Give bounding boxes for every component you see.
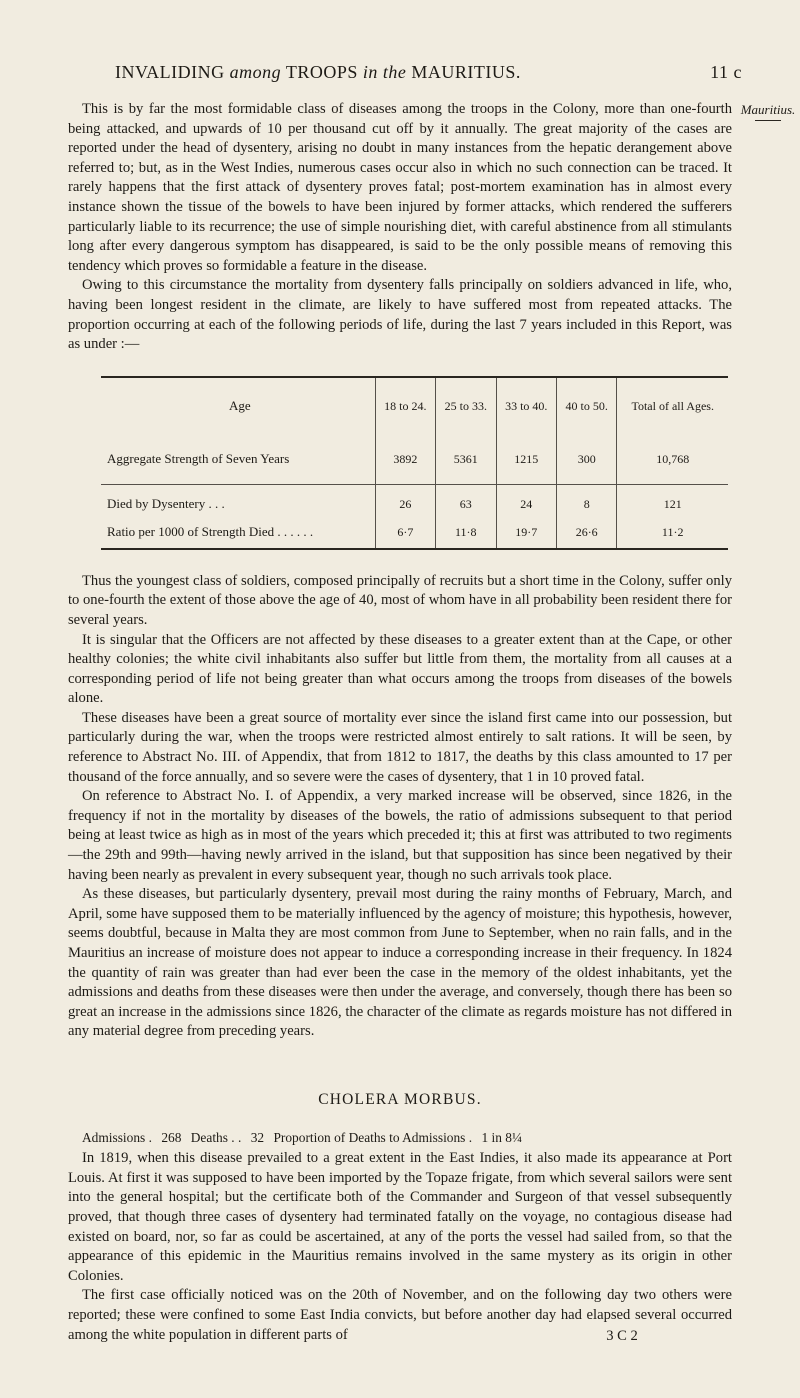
deaths-label: Deaths . . bbox=[190, 1129, 242, 1145]
table-row-died bbox=[101, 484, 728, 516]
table-cell: 121 bbox=[617, 484, 728, 516]
age-label: Age bbox=[228, 397, 251, 413]
paragraph: On reference to Abstract No. I. of Appendix, a very marked increase will be observed, since 1826, in the frequency if not in the mortality by diseases of the bowels, the ratio of admissions subsequent to that period being at least twice as high as in most of the years which preceded it; this at first was attributed to two regiments—the 29th and 99th—having newly arrived in the island, but that supposition has since been negatived by their having been nearly as prevalent in every subsequent year, though no such arrivals took place. bbox=[68, 788, 732, 883]
table-row-age bbox=[101, 377, 728, 434]
table-cell: 10,768 bbox=[617, 434, 728, 485]
paragraph: Owing to this circumstance the mortality from dysentery falls principally on soldiers advanced in life, who, having been longest resident in the climate, are likely to have suffered most from repeated attacks. The proportion occurring at each of the following periods of life, during the last 7 years included in this Report, was as under :— bbox=[68, 277, 732, 353]
column-header: 18 to 24. bbox=[375, 377, 435, 434]
row-label: Died by Dysentery . . . bbox=[107, 495, 225, 511]
paragraph: This is by far the most formidable class of diseases among the troops in the Colony, more than one-fourth being attacked, and upwards of 10 per thousand cut off by it annually. The great majority of the cases are reported under the head of dysentery, arising no doubt in many instances from the hepatic derangement above referred to; but, as in the West Indies, numerous cases occur also in which no such connection can be traced. It rarely happens that the first attack of dysentery proves fatal; post-mortem examination has in almost every instance shown the tissue of the bowels to have been injured by former attacks, which rendered the sufferers particularly liable to its recurrence; the use of simple nourishing diet, with careful abstinence from all stimulants long after every dangerous symptom has disappeared, is said to be the only possible means of removing this tendency which proves so formidable a feature in the disease. bbox=[68, 101, 732, 274]
deaths-value: 32 bbox=[250, 1129, 265, 1145]
row-label: Ratio per 1000 of Strength Died . . . . . . bbox=[107, 523, 314, 539]
paragraph: As these diseases, but particularly dysentery, prevail most during the rainy months of February, March, and April, some have supposed them to be materially influenced by the agency of moisture; this hypothesis, however, seems doubtful, because in Malta they are most common from June to September, when no rain falls, and in the Mauritius an increase of moisture does not appear to induce a corresponding increase in their frequency. In 1824 the quantity of rain was greater than had ever been the case in the memory of the oldest inhabitants, yet the admissions and deaths from these diseases were then under the average, and conversely, though there has been so great an increase in the admissions since 1826, the character of the climate as regards moisture has not differed in any material degree from preceding years. bbox=[68, 886, 732, 1040]
paragraph: It is singular that the Officers are not affected by these diseases to a greater extent than at the Cape, or other healthy colonies; the white civil inhabitants also suffer but little from them, the mortality from all causes at a corresponding period of life not being greater than what occurs among the troops from diseases of the bowels alone. bbox=[68, 631, 732, 707]
paragraph: These diseases have been a great source of mortality ever since the island first came into our possession, but particularly during the war, when the troops were restricted almost entirely to salt rations. It will be seen, by reference to Abstract No. III. of Appendix, that from 1812 to 1817, the deaths by this class amounted to 17 per thousand of the force annually, and so severe were the cases of dysentery, that 1 in 10 proved fatal. bbox=[68, 709, 732, 785]
signature-mark: 3 C 2 bbox=[606, 1328, 638, 1344]
column-header: 33 to 40. bbox=[496, 377, 556, 434]
paragraph: Thus the youngest class of soldiers, composed principally of recruits but a short time in the Colony, suffer only to one-fourth the extent of those above the age of 40, most of whom have in all probability been resident there for several years. bbox=[68, 572, 732, 628]
table-cell: 8 bbox=[556, 484, 616, 516]
table-cell: 3892 bbox=[375, 434, 435, 485]
admissions-label: Admissions . bbox=[82, 1129, 152, 1145]
proportion-label: Proportion of Deaths to Admissions . bbox=[273, 1129, 473, 1145]
column-header: 40 to 50. bbox=[556, 377, 616, 434]
section-heading: CHOLERA MORBUS. bbox=[318, 1090, 482, 1108]
column-header: 25 to 33. bbox=[436, 377, 496, 434]
paragraph: The first case officially noticed was on the 20th of November, and on the following day two others were reported; these were confined to some East India convicts, but before another day had elapsed several occurred among the white population in different parts of bbox=[68, 1287, 732, 1343]
table-row-ratio bbox=[101, 516, 728, 549]
table-cell: 63 bbox=[436, 484, 496, 516]
margin-rule bbox=[755, 120, 781, 121]
margin-note bbox=[738, 102, 798, 121]
row-label: Aggregate Strength of Seven Years bbox=[101, 434, 375, 485]
header-title: INVALIDING among TROOPS in the MAURITIUS. bbox=[115, 62, 521, 82]
table-cell: 6·7 bbox=[375, 516, 435, 549]
paragraph: In 1819, when this disease prevailed to a great extent in the East Indies, it also made its appearance at Port Louis. At first it was supposed to have been imported by the Topaze frigate, from which several sailors were sent into the general hospital; but the certificate both of the Commander and Surgeon of that vessel subsequently proved, that though three cases of dysentery had terminated fatally on the voyage, no contagious disease had existed on board, nor, so far as could be ascertained, at any of the ports the vessel had sailed from, so that the appearance of this epidemic in the Mauritius remains involved in the same mystery as its origin in other Colonies. bbox=[68, 1150, 732, 1284]
table-cell: 300 bbox=[556, 434, 616, 485]
table-cell: 19·7 bbox=[496, 516, 556, 549]
table-cell: 1215 bbox=[496, 434, 556, 485]
admissions-value: 268 bbox=[161, 1129, 182, 1145]
dysentery-table bbox=[101, 376, 728, 550]
margin-note-text: Mauritius. bbox=[740, 102, 796, 117]
column-header: Total of all Ages. bbox=[617, 377, 728, 434]
cholera-stats-line bbox=[68, 1128, 732, 1148]
body-text bbox=[68, 100, 732, 1345]
proportion-value: 1 in 8¼ bbox=[481, 1129, 522, 1145]
table-cell: 24 bbox=[496, 484, 556, 516]
table-cell: 11·2 bbox=[617, 516, 728, 549]
table-row-strength bbox=[101, 434, 728, 485]
dysentery-stats-table bbox=[101, 376, 728, 550]
page-reference: 11 c bbox=[710, 62, 742, 82]
table-cell: 26 bbox=[375, 484, 435, 516]
table-cell: 26·6 bbox=[556, 516, 616, 549]
table-cell: 11·8 bbox=[436, 516, 496, 549]
table-cell: 5361 bbox=[436, 434, 496, 485]
running-header bbox=[115, 62, 742, 83]
